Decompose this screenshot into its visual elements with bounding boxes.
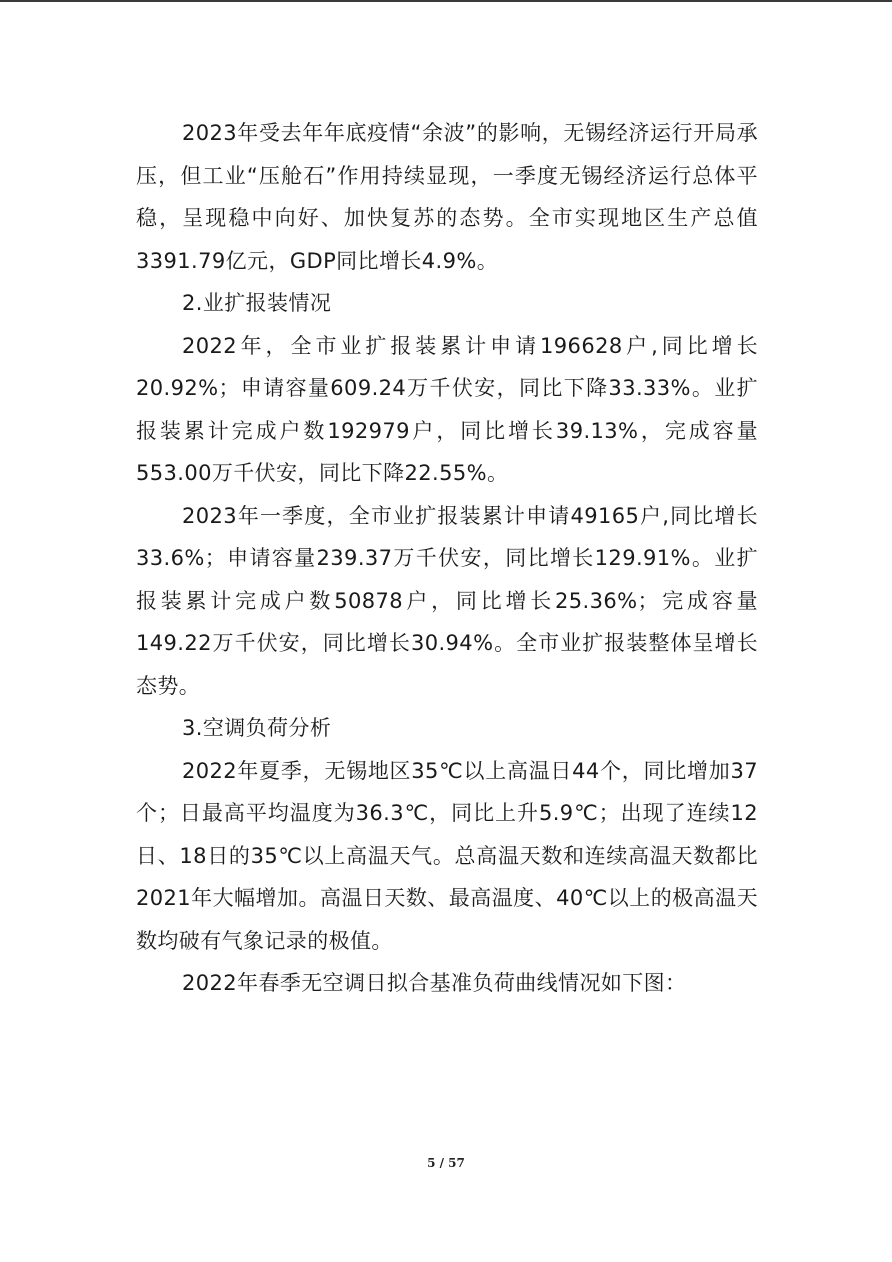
section-heading-ac-load: 3.空调负荷分析 [182, 716, 332, 740]
paragraph-2023-q1-business-expansion: 2023年一季度，全市业扩报装累计申请49165户,同比增长33.6%；申请容量239.37万千伏安，同比增长129.91%。业扩报装累计完成户数50878户，同比增长25.36%；完成容量149.22万千伏安，同比增长30.94%。全市业扩报装整体呈增长态势。 [136, 503, 758, 698]
section-heading-business-expansion: 2.业扩报装情况 [182, 291, 332, 315]
paragraph-baseline-load-curve-intro: 2022年春季无空调日拟合基准负荷曲线情况如下图： [182, 971, 687, 995]
document-body [136, 112, 758, 1005]
page-number: 5 / 57 [427, 1156, 465, 1170]
paragraph-wuxi-economy: 2023年受去年年底疫情“余波”的影响，无锡经济运行开局承压，但工业“压舱石”作用持续显现，一季度无锡经济运行总体平稳，呈现稳中向好、加快复苏的态势。全市实现地区生产总值3391.79亿元，GDP同比增长4.9%。 [136, 121, 758, 273]
paragraph-2022-business-expansion: 2022年，全市业扩报装累计申请196628户,同比增长20.92%；申请容量609.24万千伏安，同比下降33.33%。业扩报装累计完成户数192979户，同比增长39.13%，完成容量553.00万千伏安，同比下降22.55%。 [136, 333, 758, 485]
paragraph-2022-summer-heat: 2022年夏季，无锡地区35℃以上高温日44个，同比增加37个；日最高平均温度为36.3℃，同比上升5.9℃；出现了连续12日、18日的35℃以上高温天气。总高温天数和连续高温天数都比2021年大幅增加。高温日天数、最高温度、40℃以上的极高温天数均破有气象记录的极值。 [136, 758, 758, 953]
top-border-line [0, 0, 892, 2]
